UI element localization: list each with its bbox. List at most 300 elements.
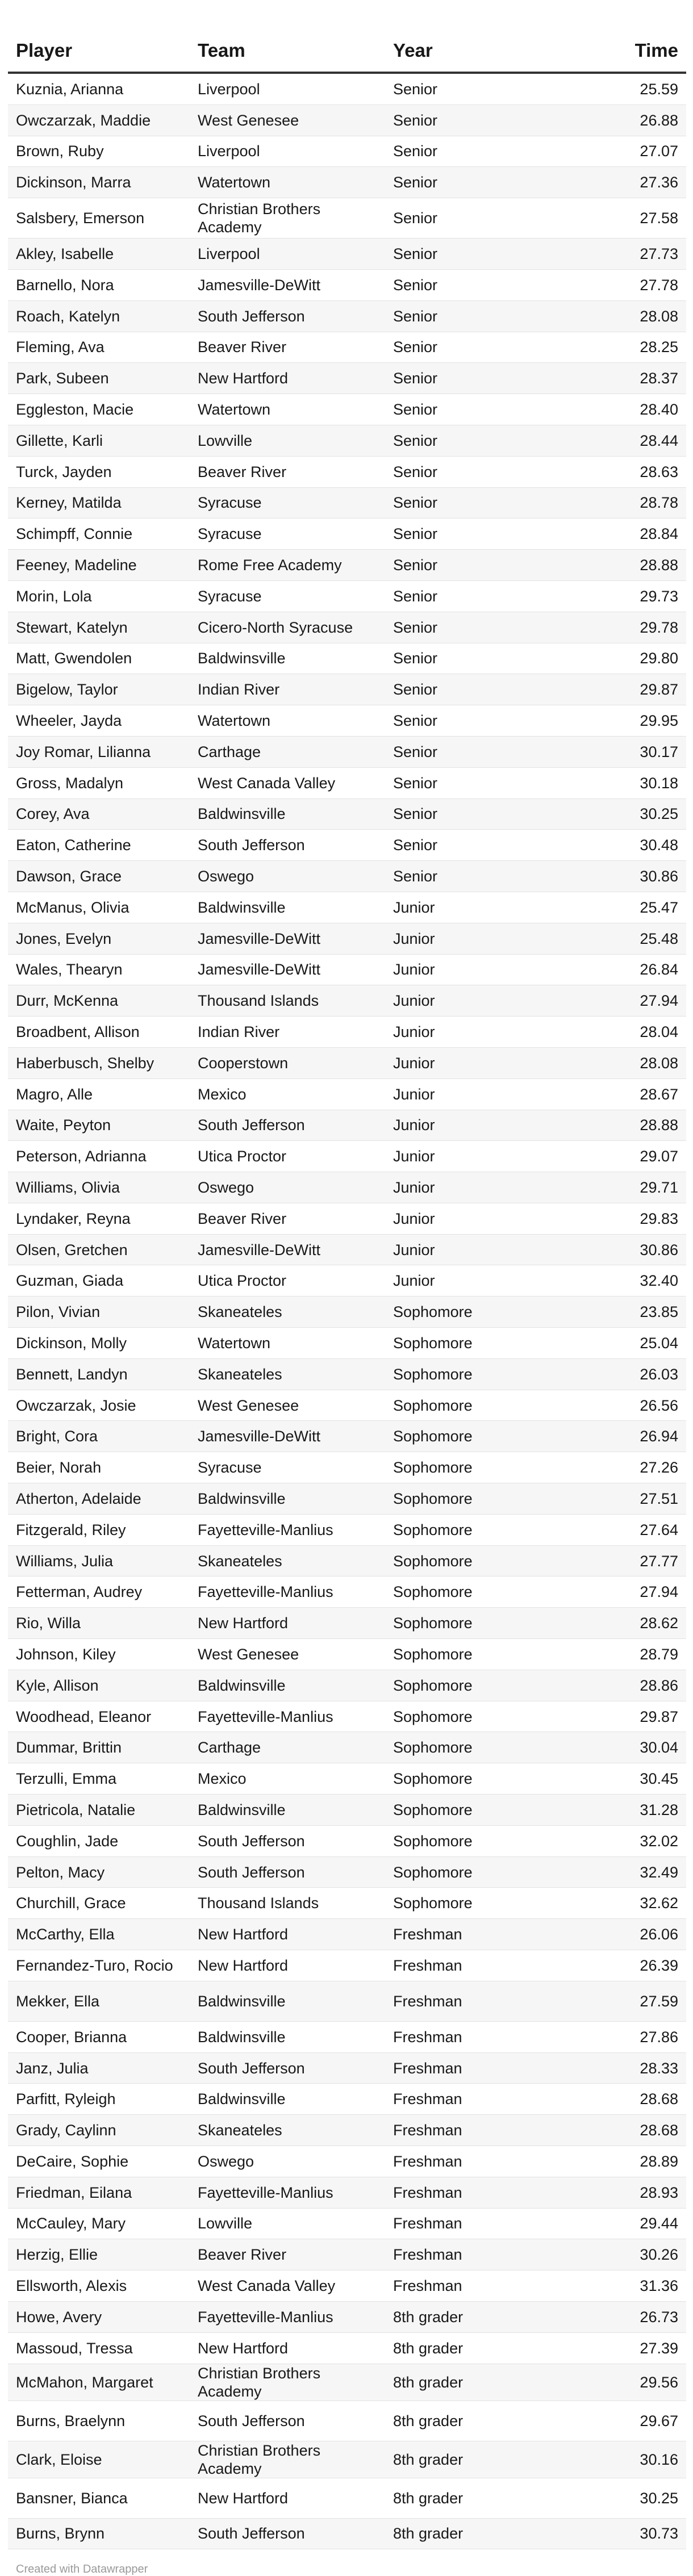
cell-time: 28.68 <box>581 2115 686 2146</box>
cell-year: Junior <box>385 1141 581 1172</box>
cell-player: Janz, Julia <box>8 2052 190 2084</box>
cell-time: 30.25 <box>581 2478 686 2518</box>
cell-player: Kuznia, Arianna <box>8 73 190 104</box>
cell-year: 8th grader <box>385 2364 581 2401</box>
cell-player: Morin, Lola <box>8 580 190 612</box>
cell-player: Grady, Caylinn <box>8 2115 190 2146</box>
cell-team: Jamesville-DeWitt <box>190 269 385 300</box>
cell-team: Jamesville-DeWitt <box>190 923 385 954</box>
cell-time: 30.04 <box>581 1732 686 1763</box>
cell-team: Watertown <box>190 167 385 198</box>
cell-team: New Hartford <box>190 363 385 394</box>
cell-time: 29.44 <box>581 2208 686 2239</box>
cell-time: 28.88 <box>581 550 686 581</box>
cell-team: Syracuse <box>190 487 385 518</box>
cell-time: 28.25 <box>581 332 686 363</box>
table-row <box>8 332 686 363</box>
cell-player: Ellsworth, Alexis <box>8 2270 190 2302</box>
cell-player: Pietricola, Natalie <box>8 1795 190 1826</box>
cell-team: Fayetteville-Manlius <box>190 2177 385 2208</box>
table-row <box>8 1017 686 1048</box>
table-row <box>8 1576 686 1608</box>
table-row <box>8 1981 686 2021</box>
cell-year: Senior <box>385 73 581 104</box>
table-row <box>8 1795 686 1826</box>
cell-player: Stewart, Katelyn <box>8 612 190 643</box>
cell-player: Dickinson, Marra <box>8 167 190 198</box>
cell-year: Senior <box>385 705 581 737</box>
cell-team: Carthage <box>190 1732 385 1763</box>
cell-player: Wheeler, Jayda <box>8 705 190 737</box>
cell-year: Sophomore <box>385 1328 581 1359</box>
table-row <box>8 1514 686 1545</box>
cell-time: 32.49 <box>581 1856 686 1888</box>
cell-player: Woodhead, Eleanor <box>8 1701 190 1732</box>
cell-year: Senior <box>385 674 581 705</box>
cell-player: Haberbusch, Shelby <box>8 1047 190 1078</box>
cell-team: Fayetteville-Manlius <box>190 1514 385 1545</box>
cell-time: 32.40 <box>581 1265 686 1297</box>
cell-time: 29.78 <box>581 612 686 643</box>
table-row <box>8 736 686 767</box>
cell-team: Jamesville-DeWitt <box>190 1234 385 1265</box>
table-row <box>8 612 686 643</box>
cell-team: Indian River <box>190 674 385 705</box>
table-row <box>8 1141 686 1172</box>
table-row <box>8 456 686 487</box>
cell-team: Jamesville-DeWitt <box>190 1421 385 1452</box>
cell-time: 23.85 <box>581 1297 686 1328</box>
column-header-team[interactable]: Team <box>190 10 385 73</box>
cell-player: Bright, Cora <box>8 1421 190 1452</box>
cell-player: Broadbent, Allison <box>8 1017 190 1048</box>
cell-player: Fleming, Ava <box>8 332 190 363</box>
cell-year: Freshman <box>385 2208 581 2239</box>
table-row <box>8 1483 686 1515</box>
cell-player: Parfitt, Ryleigh <box>8 2084 190 2115</box>
table-row <box>8 1639 686 1670</box>
table-row <box>8 1110 686 1141</box>
table-row <box>8 2052 686 2084</box>
table-body <box>8 73 686 2549</box>
table-row <box>8 73 686 104</box>
cell-time: 30.73 <box>581 2518 686 2549</box>
cell-time: 29.56 <box>581 2364 686 2401</box>
table-header <box>8 10 686 73</box>
cell-time: 28.93 <box>581 2177 686 2208</box>
cell-time: 27.64 <box>581 1514 686 1545</box>
cell-time: 27.94 <box>581 985 686 1017</box>
table-row <box>8 518 686 550</box>
cell-year: Senior <box>385 798 581 830</box>
cell-team: Mexico <box>190 1078 385 1110</box>
table-row <box>8 1888 686 1919</box>
table-row <box>8 2332 686 2364</box>
column-header-time[interactable]: Time <box>581 10 686 73</box>
cell-team: Lowville <box>190 425 385 456</box>
cell-year: Sophomore <box>385 1576 581 1608</box>
cell-year: Junior <box>385 954 581 985</box>
cell-time: 26.39 <box>581 1950 686 1981</box>
cell-player: Fitzgerald, Riley <box>8 1514 190 1545</box>
cell-year: Freshman <box>385 1919 581 1950</box>
cell-year: Junior <box>385 1047 581 1078</box>
cell-year: Senior <box>385 300 581 332</box>
cell-year: 8th grader <box>385 2518 581 2549</box>
table-row <box>8 1763 686 1795</box>
cell-team: Skaneateles <box>190 1297 385 1328</box>
cell-time: 30.86 <box>581 861 686 892</box>
cell-time: 28.84 <box>581 518 686 550</box>
table-row <box>8 985 686 1017</box>
cell-time: 27.39 <box>581 2332 686 2364</box>
cell-year: Senior <box>385 239 581 270</box>
cell-time: 29.83 <box>581 1203 686 1234</box>
cell-year: Senior <box>385 580 581 612</box>
cell-player: Dawson, Grace <box>8 861 190 892</box>
cell-year: Sophomore <box>385 1514 581 1545</box>
cell-time: 31.28 <box>581 1795 686 1826</box>
cell-year: Freshman <box>385 2115 581 2146</box>
table-row <box>8 1545 686 1576</box>
cell-time: 28.86 <box>581 1670 686 1701</box>
cell-time: 28.63 <box>581 456 686 487</box>
cell-year: Senior <box>385 643 581 674</box>
table-row <box>8 1608 686 1639</box>
cell-time: 30.48 <box>581 830 686 861</box>
cell-time: 26.84 <box>581 954 686 985</box>
cell-player: Roach, Katelyn <box>8 300 190 332</box>
cell-team: Cooperstown <box>190 1047 385 1078</box>
footer-credit: Created with Datawrapper <box>16 2563 148 2576</box>
table-row <box>8 2270 686 2302</box>
table-row <box>8 300 686 332</box>
cell-time: 27.73 <box>581 239 686 270</box>
table-row <box>8 892 686 923</box>
table-row <box>8 2301 686 2332</box>
cell-team: Liverpool <box>190 239 385 270</box>
cell-year: Senior <box>385 198 581 239</box>
cell-time: 27.26 <box>581 1452 686 1483</box>
cell-player: DeCaire, Sophie <box>8 2146 190 2177</box>
cell-year: Sophomore <box>385 1608 581 1639</box>
cell-player: Guzman, Giada <box>8 1265 190 1297</box>
cell-team: South Jefferson <box>190 2401 385 2441</box>
table-row <box>8 643 686 674</box>
cell-year: Junior <box>385 923 581 954</box>
table-row <box>8 269 686 300</box>
cell-player: Gross, Madalyn <box>8 767 190 798</box>
cell-time: 29.80 <box>581 643 686 674</box>
cell-team: Fayetteville-Manlius <box>190 2301 385 2332</box>
cell-year: Sophomore <box>385 1390 581 1421</box>
cell-player: Cooper, Brianna <box>8 2021 190 2052</box>
cell-team: New Hartford <box>190 1608 385 1639</box>
results-table <box>8 10 686 2549</box>
table-row <box>8 1265 686 1297</box>
cell-player: Howe, Avery <box>8 2301 190 2332</box>
table-row <box>8 1919 686 1950</box>
cell-player: Kyle, Allison <box>8 1670 190 1701</box>
cell-year: Junior <box>385 1110 581 1141</box>
cell-team: Oswego <box>190 861 385 892</box>
cell-year: Junior <box>385 1203 581 1234</box>
cell-year: Senior <box>385 269 581 300</box>
cell-time: 25.59 <box>581 73 686 104</box>
cell-player: Beier, Norah <box>8 1452 190 1483</box>
cell-time: 27.07 <box>581 136 686 167</box>
cell-team: Cicero-North Syracuse <box>190 612 385 643</box>
cell-year: Senior <box>385 736 581 767</box>
cell-player: Olsen, Gretchen <box>8 1234 190 1265</box>
cell-player: Owczarzak, Josie <box>8 1390 190 1421</box>
cell-year: Sophomore <box>385 1483 581 1515</box>
cell-player: McCauley, Mary <box>8 2208 190 2239</box>
cell-time: 28.79 <box>581 1639 686 1670</box>
cell-year: Junior <box>385 892 581 923</box>
table-row <box>8 1358 686 1390</box>
cell-year: Sophomore <box>385 1297 581 1328</box>
cell-year: 8th grader <box>385 2441 581 2478</box>
cell-year: Senior <box>385 425 581 456</box>
table-row <box>8 830 686 861</box>
cell-player: Friedman, Eilana <box>8 2177 190 2208</box>
cell-player: Barnello, Nora <box>8 269 190 300</box>
cell-player: Brown, Ruby <box>8 136 190 167</box>
cell-time: 30.26 <box>581 2239 686 2270</box>
cell-time: 29.07 <box>581 1141 686 1172</box>
cell-player: Burns, Brynn <box>8 2518 190 2549</box>
table-row <box>8 239 686 270</box>
cell-time: 29.87 <box>581 674 686 705</box>
table-row <box>8 363 686 394</box>
cell-player: Waite, Peyton <box>8 1110 190 1141</box>
table-row <box>8 1732 686 1763</box>
cell-team: South Jefferson <box>190 830 385 861</box>
cell-time: 29.67 <box>581 2401 686 2441</box>
table-row <box>8 2518 686 2549</box>
cell-time: 26.94 <box>581 1421 686 1452</box>
cell-time: 26.06 <box>581 1919 686 1950</box>
cell-year: Senior <box>385 830 581 861</box>
cell-player: Park, Subeen <box>8 363 190 394</box>
table-row <box>8 861 686 892</box>
table-row <box>8 1670 686 1701</box>
cell-time: 28.88 <box>581 1110 686 1141</box>
cell-team: Indian River <box>190 1017 385 1048</box>
cell-time: 28.44 <box>581 425 686 456</box>
cell-time: 27.78 <box>581 269 686 300</box>
cell-year: Sophomore <box>385 1421 581 1452</box>
cell-time: 27.58 <box>581 198 686 239</box>
cell-year: 8th grader <box>385 2401 581 2441</box>
cell-year: 8th grader <box>385 2478 581 2518</box>
cell-player: Gillette, Karli <box>8 425 190 456</box>
cell-player: McManus, Olivia <box>8 892 190 923</box>
table-row <box>8 425 686 456</box>
cell-player: Feeney, Madeline <box>8 550 190 581</box>
cell-time: 27.59 <box>581 1981 686 2021</box>
cell-year: Junior <box>385 1078 581 1110</box>
table-row <box>8 2177 686 2208</box>
cell-year: Sophomore <box>385 1452 581 1483</box>
cell-team: Christian Brothers Academy <box>190 198 385 239</box>
table-row <box>8 2146 686 2177</box>
cell-time: 26.03 <box>581 1358 686 1390</box>
cell-time: 29.71 <box>581 1172 686 1203</box>
cell-time: 28.37 <box>581 363 686 394</box>
cell-time: 27.86 <box>581 2021 686 2052</box>
cell-player: Bigelow, Taylor <box>8 674 190 705</box>
cell-player: Salsbery, Emerson <box>8 198 190 239</box>
cell-time: 27.36 <box>581 167 686 198</box>
cell-team: New Hartford <box>190 1919 385 1950</box>
cell-year: Senior <box>385 332 581 363</box>
cell-team: West Genesee <box>190 1639 385 1670</box>
cell-year: Sophomore <box>385 1888 581 1919</box>
cell-team: West Genesee <box>190 1390 385 1421</box>
cell-year: Senior <box>385 363 581 394</box>
cell-player: Pelton, Macy <box>8 1856 190 1888</box>
cell-year: Senior <box>385 136 581 167</box>
cell-player: Magro, Alle <box>8 1078 190 1110</box>
table-row <box>8 2239 686 2270</box>
cell-time: 26.56 <box>581 1390 686 1421</box>
table-row <box>8 1825 686 1856</box>
cell-team: Baldwinsville <box>190 798 385 830</box>
cell-player: Fetterman, Audrey <box>8 1576 190 1608</box>
table-row <box>8 1203 686 1234</box>
cell-player: Pilon, Vivian <box>8 1297 190 1328</box>
table-row <box>8 2115 686 2146</box>
table-row <box>8 1390 686 1421</box>
table-row <box>8 2401 686 2441</box>
cell-team: Rome Free Academy <box>190 550 385 581</box>
cell-player: Jones, Evelyn <box>8 923 190 954</box>
cell-player: Joy Romar, Lilianna <box>8 736 190 767</box>
cell-team: Syracuse <box>190 1452 385 1483</box>
cell-team: South Jefferson <box>190 1856 385 1888</box>
cell-team: Baldwinsville <box>190 2084 385 2115</box>
cell-player: Massoud, Tressa <box>8 2332 190 2364</box>
cell-time: 28.62 <box>581 1608 686 1639</box>
cell-team: Beaver River <box>190 456 385 487</box>
cell-year: Freshman <box>385 2084 581 2115</box>
table-row <box>8 1856 686 1888</box>
cell-time: 28.33 <box>581 2052 686 2084</box>
cell-team: Syracuse <box>190 580 385 612</box>
cell-year: Sophomore <box>385 1732 581 1763</box>
table-row <box>8 2364 686 2401</box>
cell-year: Sophomore <box>385 1701 581 1732</box>
cell-player: Akley, Isabelle <box>8 239 190 270</box>
cell-year: Freshman <box>385 2021 581 2052</box>
cell-year: Senior <box>385 104 581 136</box>
table-row <box>8 1234 686 1265</box>
table-row <box>8 580 686 612</box>
cell-year: Freshman <box>385 2270 581 2302</box>
cell-player: Peterson, Adrianna <box>8 1141 190 1172</box>
cell-team: Syracuse <box>190 518 385 550</box>
cell-player: Coughlin, Jade <box>8 1825 190 1856</box>
cell-team: Watertown <box>190 705 385 737</box>
cell-team: Carthage <box>190 736 385 767</box>
cell-team: Oswego <box>190 1172 385 1203</box>
cell-time: 28.08 <box>581 1047 686 1078</box>
cell-time: 29.73 <box>581 580 686 612</box>
cell-time: 28.40 <box>581 394 686 425</box>
table-row <box>8 198 686 239</box>
cell-time: 28.68 <box>581 2084 686 2115</box>
table-row <box>8 1078 686 1110</box>
cell-team: Liverpool <box>190 136 385 167</box>
table-row <box>8 674 686 705</box>
cell-team: South Jefferson <box>190 2052 385 2084</box>
cell-player: Clark, Eloise <box>8 2441 190 2478</box>
cell-team: Beaver River <box>190 332 385 363</box>
cell-team: Baldwinsville <box>190 2021 385 2052</box>
table-row <box>8 798 686 830</box>
cell-time: 30.45 <box>581 1763 686 1795</box>
cell-team: Christian Brothers Academy <box>190 2364 385 2401</box>
cell-year: Freshman <box>385 2239 581 2270</box>
cell-year: Senior <box>385 394 581 425</box>
cell-player: Atherton, Adelaide <box>8 1483 190 1515</box>
cell-player: McMahon, Margaret <box>8 2364 190 2401</box>
cell-team: Mexico <box>190 1763 385 1795</box>
cell-team: Baldwinsville <box>190 643 385 674</box>
cell-time: 28.04 <box>581 1017 686 1048</box>
cell-year: Sophomore <box>385 1763 581 1795</box>
cell-time: 32.62 <box>581 1888 686 1919</box>
cell-player: Dickinson, Molly <box>8 1328 190 1359</box>
table-row <box>8 2441 686 2478</box>
cell-player: McCarthy, Ella <box>8 1919 190 1950</box>
cell-team: South Jefferson <box>190 300 385 332</box>
table-row <box>8 705 686 737</box>
cell-team: South Jefferson <box>190 1110 385 1141</box>
table-row <box>8 954 686 985</box>
column-header-player[interactable]: Player <box>8 10 190 73</box>
cell-team: Jamesville-DeWitt <box>190 954 385 985</box>
cell-year: Sophomore <box>385 1358 581 1390</box>
cell-time: 25.48 <box>581 923 686 954</box>
cell-team: West Genesee <box>190 104 385 136</box>
cell-player: Matt, Gwendolen <box>8 643 190 674</box>
table-row <box>8 1452 686 1483</box>
cell-team: Utica Proctor <box>190 1141 385 1172</box>
table-row <box>8 2021 686 2052</box>
header-row <box>8 10 686 73</box>
cell-year: Senior <box>385 612 581 643</box>
cell-player: Eggleston, Macie <box>8 394 190 425</box>
cell-time: 30.25 <box>581 798 686 830</box>
cell-player: Rio, Willa <box>8 1608 190 1639</box>
table-row <box>8 136 686 167</box>
cell-year: Sophomore <box>385 1670 581 1701</box>
cell-team: New Hartford <box>190 1950 385 1981</box>
cell-year: Junior <box>385 1017 581 1048</box>
cell-time: 30.16 <box>581 2441 686 2478</box>
column-header-year[interactable]: Year <box>385 10 581 73</box>
cell-team: Oswego <box>190 2146 385 2177</box>
cell-team: Thousand Islands <box>190 985 385 1017</box>
table-row <box>8 767 686 798</box>
cell-player: Terzulli, Emma <box>8 1763 190 1795</box>
cell-time: 28.67 <box>581 1078 686 1110</box>
cell-time: 27.77 <box>581 1545 686 1576</box>
cell-team: Baldwinsville <box>190 892 385 923</box>
